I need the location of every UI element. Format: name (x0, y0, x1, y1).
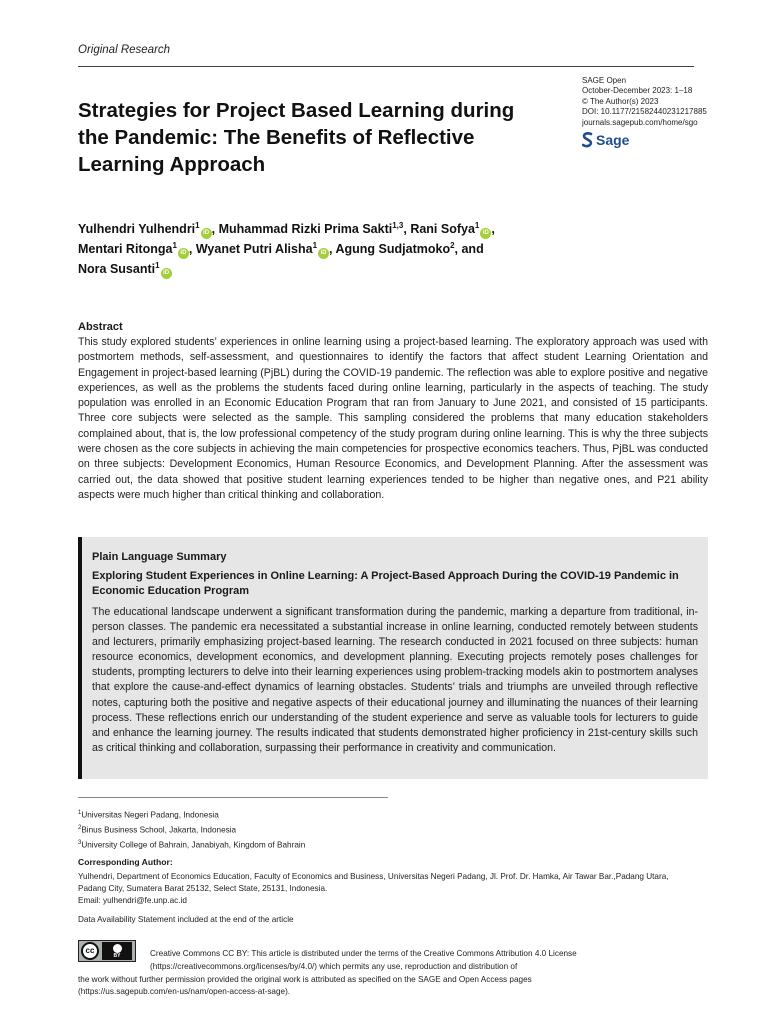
author-name-text: Yulhendri Yulhendri (78, 222, 196, 236)
author-name (196, 242, 336, 256)
affiliation-item: $^2$Binus Business School, Jakarta, Indonesia (78, 825, 237, 835)
article-title: Strategies for Project Based Learning during the Pandemic: The Benefits of Reflective Learning Approach (78, 99, 515, 176)
data-availability: Data Availability Statement included at the end of the article (78, 915, 294, 924)
author-affiliation-ref: 1 (312, 240, 318, 250)
author-affiliation-ref: 2 (450, 240, 455, 250)
author-separator: , and (454, 242, 484, 256)
top-rule (78, 66, 694, 67)
journal-doi[interactable]: DOI: 10.1177/21582440231217885 (582, 107, 707, 117)
orcid-icon[interactable]: iD (178, 248, 189, 259)
orcid-icon[interactable]: iD (318, 248, 329, 259)
author-list (78, 219, 698, 279)
author-affiliation-ref: 1 (195, 220, 200, 230)
author-name-text: Muhammad Rizki Prima Sakti (218, 222, 393, 236)
affiliation-item: $^1$Universitas Negeri Padang, Indonesia (78, 810, 219, 820)
cc-icon: cc (81, 942, 99, 960)
author-name-text: Wyanet Putri Alisha (195, 242, 313, 256)
author-separator: , (403, 222, 411, 236)
author-name-text: Mentari Ritonga (78, 242, 173, 256)
corresponding-text: Yulhendri, Department of Economics Education, Faculty of Economics and Business, Universitas Negeri Padang, Jl. Prof. Dr. Hamka, Air Tawar Bar.,Padang Utara, Padang City, Sumatera Barat 25132, Select State, 25131, Indonesia. (78, 872, 669, 894)
journal-issue: October-December 2023: 1–18 (582, 86, 693, 96)
abstract-heading: Abstract (78, 321, 123, 333)
sage-s-icon (582, 132, 593, 148)
author-name (78, 242, 196, 256)
journal-copyright: © The Author(s) 2023 (582, 96, 659, 106)
author-name (78, 222, 219, 236)
affiliation-item: $^3$University College of Bahrain, Janabiyah, Kingdom of Bahrain (78, 840, 306, 850)
author-name (219, 222, 411, 236)
sage-logo-text: Sage (596, 132, 630, 148)
author-separator: , (188, 242, 196, 256)
footnote-rule (78, 797, 388, 798)
orcid-icon[interactable]: iD (161, 268, 172, 279)
author-separator: , (329, 242, 336, 256)
summary-heading: Plain Language Summary (92, 551, 227, 563)
author-name-text: Agung Sudjatmoko (335, 242, 451, 256)
journal-info (582, 76, 722, 128)
license-line: Creative Commons CC BY: This article is distributed under the terms of the Creative Commons Attribution 4.0 License (150, 949, 577, 958)
abstract-text: This study explored students’ experiences in online learning using a project-based learning. The exploratory approach was used with postmortem methods, self-assessment, and questionnaires to identify the factors that affect student Learning Orientation and Engagement in project-based learning (PjBL) during the COVID-19 pandemic. The reflection was able to explore positive and negative experiences, as well as the problems the students faced during online learning, particularly in the aspects of teaching. The study population was enrolled in an Economic Education Program that ran from January to June 2021, and consisted of 15 participants. Three core subjects were selected as the sample. This sampling considered the problems that many education stakeholders complained about, that is, the low professional competency of the study program during online learning. This is why the three subjects were chosen as the core subjects in achieving the main competencies for prospective economics teachers. Thus, PjBL was conducted on three subjects: Development Economics, Human Resource Economics, and Development Planning. After the assessment was carried out, the data showed that positive student learning experiences tended to be higher than negative ones, and P21 ability aspects were much higher than critical thinking and collaboration. (78, 336, 708, 501)
license-line: the work without further permission provided the original work is attributed as specified on the SAGE and Open Access pages (78, 974, 532, 984)
summary-text: The educational landscape underwent a significant transformation during the pandemic, marking a departure from traditional, in-person classes. The pandemic era necessitated a substantial increase in online learning, conducted remotely between students and lecturers, primarily emphasizing project-based learning. The research conducted in 2021 focused on three subjects: human resource economics, development economics, and development planning. Executing projects remotely poses challenges for students, prompting lecturers to delve into their learning experiences using problem-tracking models akin to postmortem analyses that explore the cause-and-effect dynamics of learning obstacles. Students’ trials and triumphs are unveiled through reflective notes, capturing both the positive and negative aspects of their educational journey and illuminating the nuances of their learning process. These reflections enrich our understanding of the student experience and serve as valuable tools for lecturers to guide and enhance the learning journey. The results indicated that students demonstrated higher proficiency in 21st-century skills such as critical thinking and collaboration, surpassing their performance in creativity and communication. (92, 606, 698, 754)
orcid-icon[interactable]: iD (201, 228, 212, 239)
license-text (78, 948, 708, 999)
affiliations (78, 807, 305, 852)
license-line[interactable]: (https://creativecommons.org/licenses/by/4.0/) which permits any use, reproduction and distribution of (150, 961, 518, 971)
author-separator: , (211, 222, 219, 236)
summary-subheading: Exploring Student Experiences in Online Learning: A Project-Based Approach During the COVID-19 Pandemic in Economic Education Program (92, 570, 679, 597)
corresponding-email[interactable]: Email: yulhendri@fe.unp.ac.id (78, 896, 187, 905)
section-label: Original Research (78, 44, 171, 56)
author-name-text: Rani Sofya (410, 222, 475, 236)
plain-language-summary (78, 537, 708, 779)
author-affiliation-ref: 1,3 (392, 220, 404, 230)
journal-url[interactable]: journals.sagepub.com/home/sgo (582, 117, 698, 127)
author-separator: , (491, 222, 495, 236)
author-affiliation-ref: 1 (474, 220, 480, 230)
by-label: BY (113, 952, 121, 959)
orcid-icon[interactable]: iD (480, 228, 491, 239)
journal-name: SAGE Open (582, 76, 627, 85)
author-name (336, 242, 484, 256)
license-line[interactable]: (https://us.sagepub.com/en-us/nam/open-access-at-sage). (78, 987, 291, 997)
author-affiliation-ref: 1 (155, 260, 160, 270)
author-name-text: Nora Susanti (78, 262, 156, 276)
author-affiliation-ref: 1 (172, 240, 177, 250)
corresponding-heading: Corresponding Author: (78, 857, 173, 867)
author-name (78, 262, 172, 276)
author-name (410, 222, 495, 236)
sage-logo (582, 132, 629, 148)
